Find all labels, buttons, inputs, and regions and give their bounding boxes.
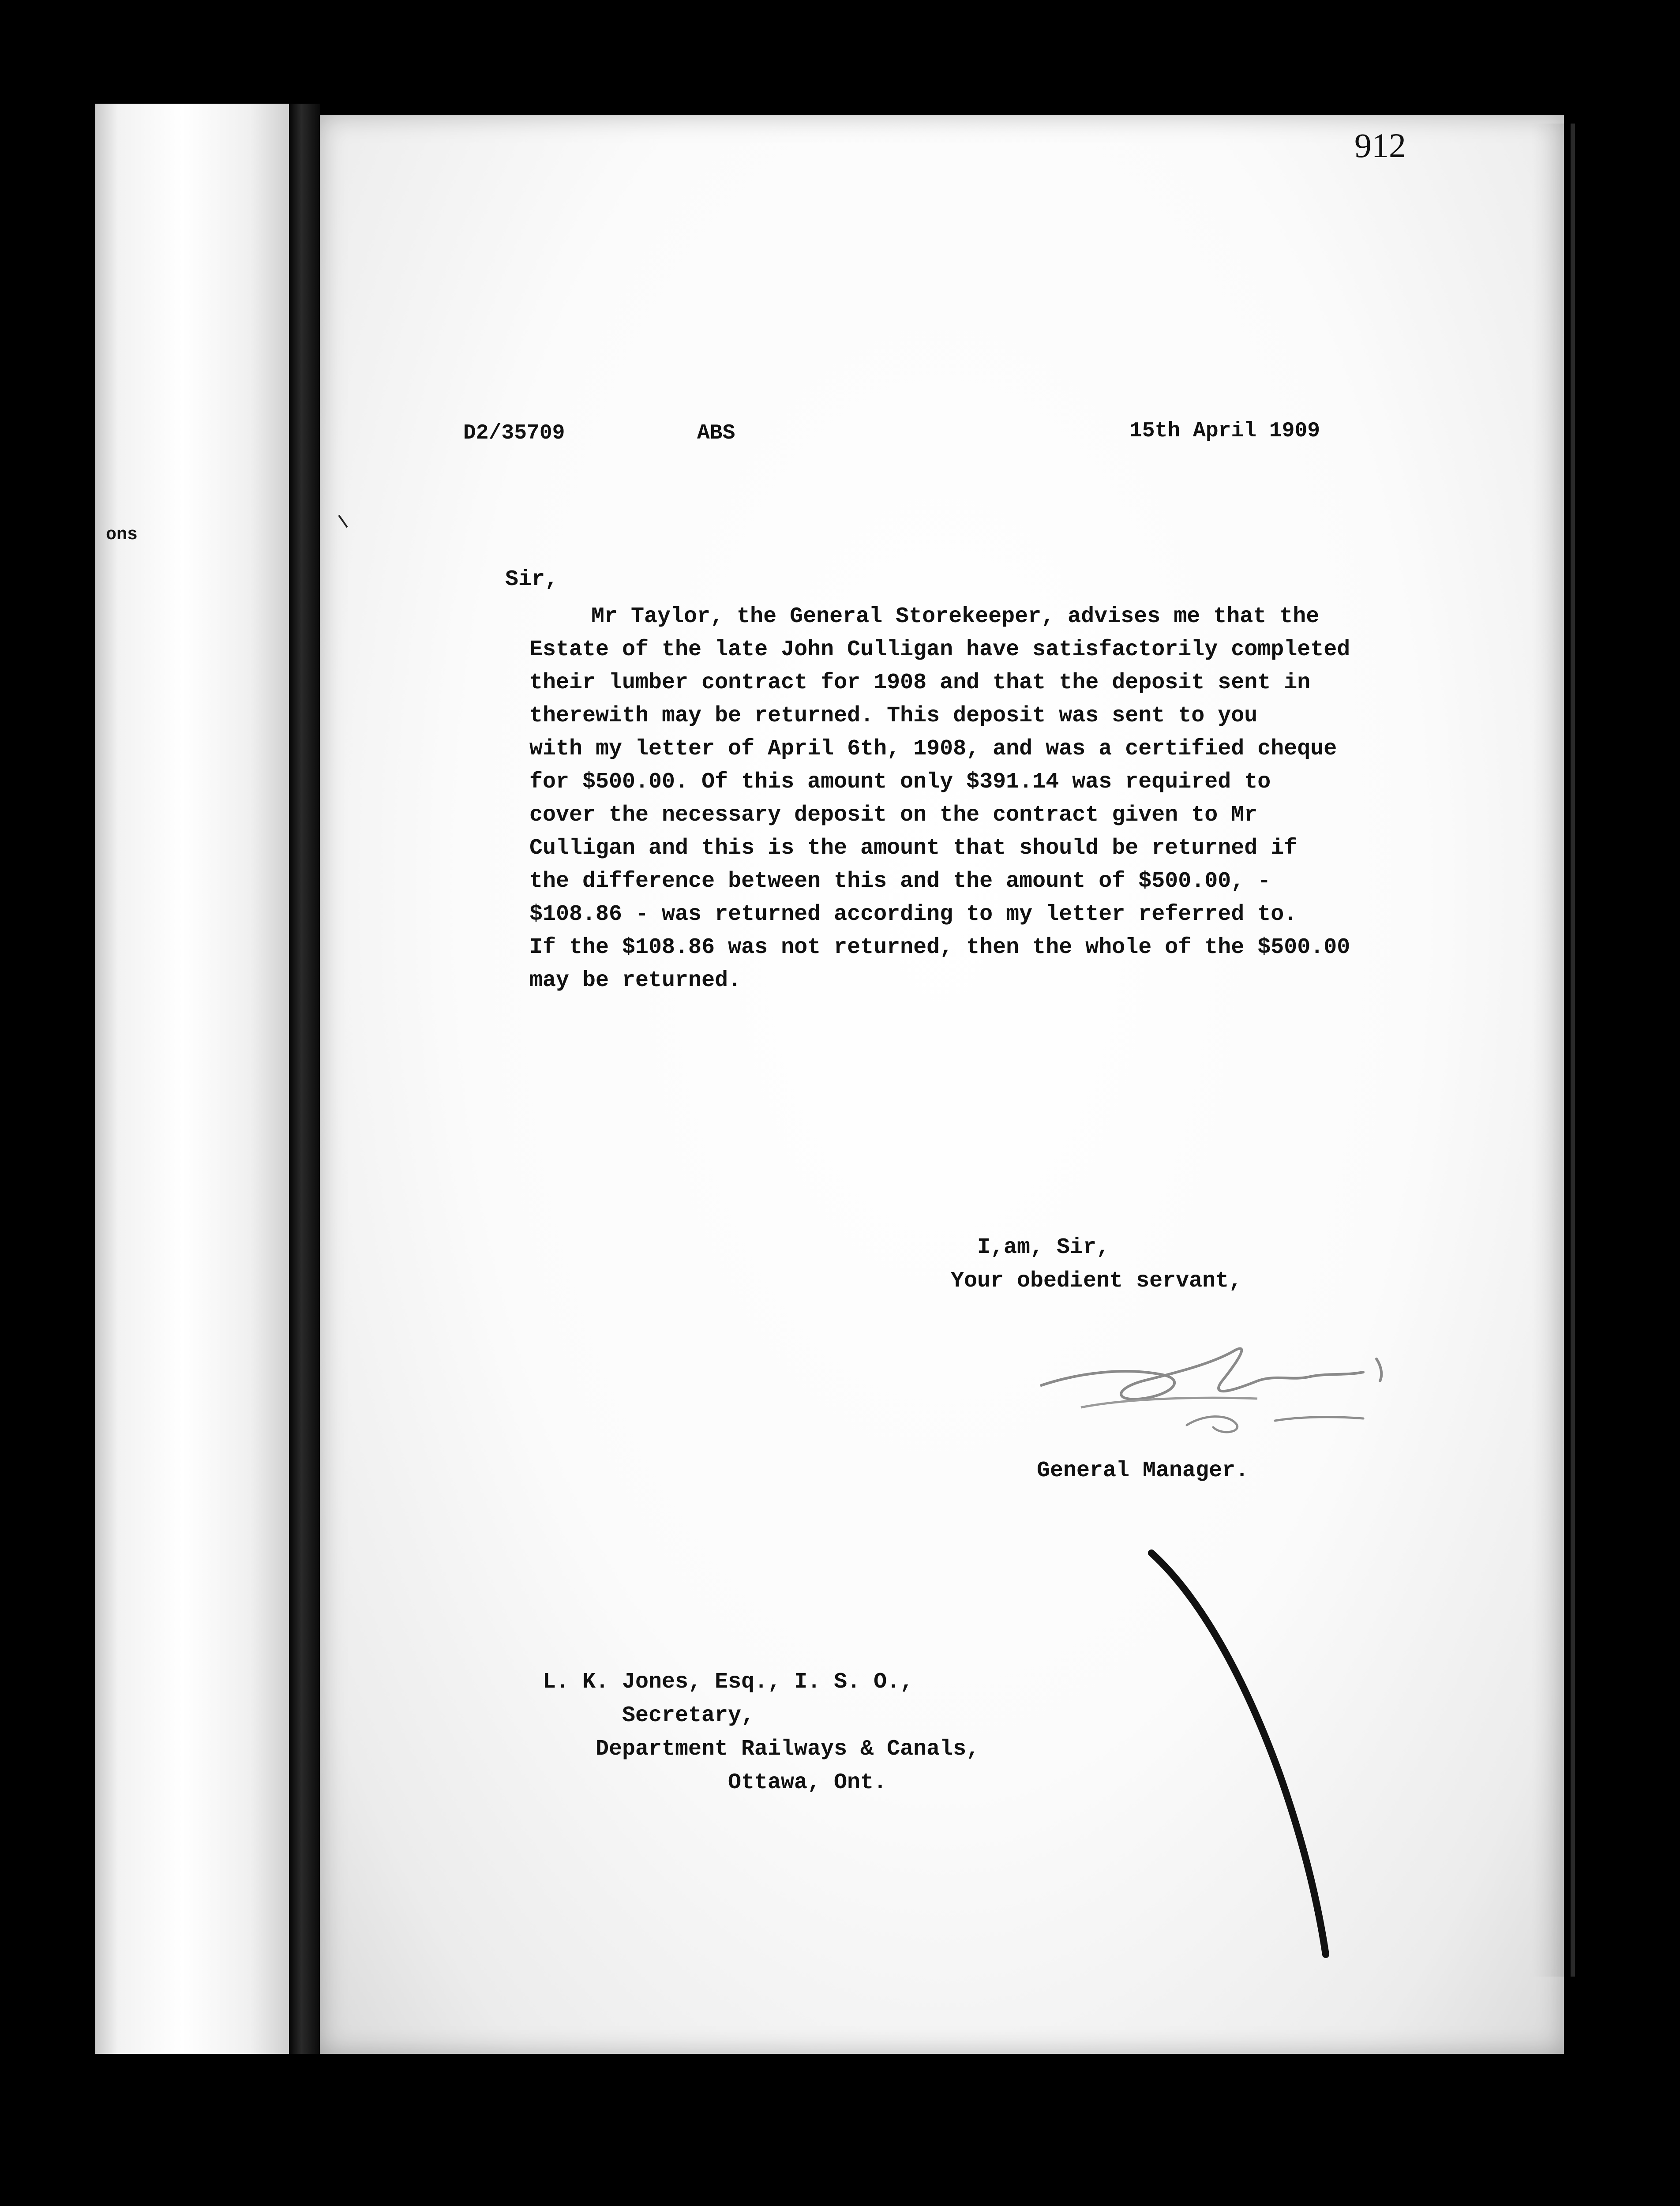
body-line: their lumber contract for 1908 and that the deposit sent in [529, 670, 1311, 695]
body-line: for $500.00. Of this amount only $391.14 was required to [529, 769, 1271, 795]
closing [951, 1231, 1242, 1298]
addressee-line: Secretary, [622, 1703, 755, 1728]
body-line: therewith may be returned. This deposit was sent to you [529, 703, 1258, 728]
adjacent-page-fragment: ons [106, 525, 138, 545]
addressee-line: L. K. Jones, Esq., I. S. O., [543, 1670, 914, 1695]
addressee-line: Department Railways & Canals, [596, 1737, 980, 1762]
salutation: Sir, [505, 567, 559, 592]
body-line: Estate of the late John Culligan have satisfactorily completed [529, 637, 1350, 662]
page-edge [1531, 124, 1575, 1977]
body-line: Mr Taylor, the General Storekeeper, advises me that the [591, 604, 1320, 629]
signatory-title: General Manager. [1037, 1458, 1249, 1483]
body-line: $108.86 - was returned according to my letter referred to. [529, 902, 1298, 927]
pen-stroke-mark [1147, 1544, 1368, 1963]
addressee-line: Ottawa, Ont. [728, 1770, 887, 1795]
closing-line: Your obedient servant, [951, 1268, 1242, 1294]
file-reference: D2/35709 [463, 421, 565, 445]
stray-mark-icon [338, 514, 349, 529]
handwritten-signature [1028, 1332, 1447, 1447]
body-line: with my letter of April 6th, 1908, and was a certified cheque [529, 736, 1337, 762]
body-line: the difference between this and the amount of $500.00, - [529, 869, 1271, 894]
body-line: may be returned. [529, 968, 742, 993]
body-line: cover the necessary deposit on the contract given to Mr [529, 803, 1258, 828]
body-line: Culligan and this is the amount that should be returned if [529, 836, 1298, 861]
adjacent-page-strip [95, 104, 293, 2054]
closing-line: I,am, Sir, [977, 1235, 1110, 1260]
letter-date: 15th April 1909 [1129, 419, 1320, 443]
addressee-block [543, 1666, 979, 1800]
letter-body [529, 600, 1350, 997]
typist-initials: ABS [697, 421, 735, 445]
binding-shadow [289, 104, 320, 2054]
body-line: If the $108.86 was not returned, then the whole of the $500.00 [529, 935, 1350, 960]
page-number: 912 [1354, 126, 1406, 165]
